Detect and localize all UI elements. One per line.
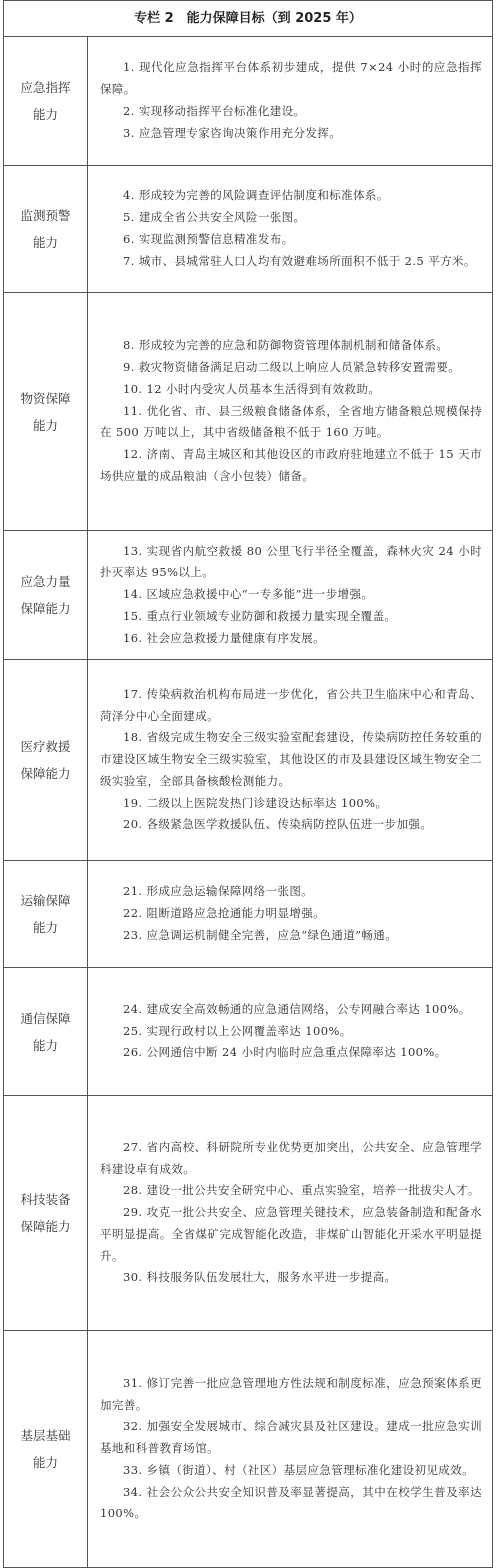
- category-label: 监测预警能力: [20, 208, 71, 250]
- list-item: 29. 攻克一批公共安全、应急管理关键技术，应急装备制造和配备水平明显提高。全省煤矿完成智能化改造，非煤矿山智能化开采水平明显提升。: [100, 1205, 482, 1263]
- category-label: 科技装备保障能力: [20, 1192, 71, 1234]
- list-item: 11. 优化省、市、县三级粮食储备体系，全省地方储备粮总规模保持在 500 万吨以上，其中省级储备粮不低于 160 万吨。: [100, 403, 482, 440]
- list-item: 32. 加强安全发展城市、综合减灾县及社区建设。建成一批应急实训基地和科普教育场馆。: [100, 1419, 482, 1456]
- list-item: 19. 二级以上医院发热门诊建设达标率达 100%。: [123, 795, 388, 810]
- items-cell: [88, 861, 493, 968]
- list-item: 4. 形成较为完善的风险调查评估制度和标准体系。: [123, 188, 389, 203]
- category-label: 物资保障能力: [20, 390, 71, 433]
- list-item: 16. 社会应急救援力量健康有序发展。: [123, 630, 326, 645]
- list-item: 26. 公网通信中断 24 小时内临时应急重点保障率达 100%。: [123, 1045, 447, 1060]
- category-cell: [4, 861, 88, 968]
- list-item: 2. 实现移动指挥平台标准化建设。: [123, 104, 306, 118]
- list-item: 14. 区域应急救援中心“一专多能”进一步增强。: [123, 587, 374, 602]
- list-item: 33. 乡镇（街道）、村（社区）基层应急管理标准化建设初见成效。: [123, 1462, 474, 1477]
- table-row: [4, 968, 493, 1096]
- list-item: 8. 形成较为完善的应急和防御物资管理体制机制和储备体系。: [123, 338, 449, 353]
- items-cell: [88, 531, 493, 660]
- category-cell: [4, 37, 88, 166]
- category-label: 运输保障能力: [20, 893, 71, 935]
- items-cell: [88, 293, 493, 531]
- table-row: [4, 660, 493, 861]
- items-cell: [88, 1331, 493, 1568]
- table-row: [4, 1096, 493, 1331]
- list-item: 21. 形成应急运输保障网络一张图。: [123, 884, 314, 899]
- table-title: 专栏 2 能力保障目标（到 2025 年）: [3, 0, 493, 36]
- list-item: 3. 应急管理专家咨询决策作用充分发挥。: [123, 125, 342, 140]
- list-item: 9. 救灾物资储备满足启动二级以上响应人员紧急转移安置需要。: [123, 360, 461, 374]
- category-cell: [4, 166, 88, 293]
- list-item: 10. 12 小时内受灾人员基本生活得到有效救助。: [123, 381, 381, 396]
- items-cell: [88, 1096, 493, 1331]
- list-item: 6. 实现监测预警信息精准发布。: [123, 232, 294, 246]
- items-cell: [88, 968, 493, 1096]
- list-item: 28. 建设一批公共安全研究中心、重点实验室，培养一批拔尖人才。: [123, 1183, 480, 1198]
- table-row: [4, 37, 493, 166]
- list-item: 22. 阻断道路应急抢通能力明显增强。: [123, 906, 326, 921]
- items-cell: [88, 37, 493, 166]
- list-item: 34. 社会公众公共安全知识普及率显著提高，其中在校学生普及率达 100%。: [100, 1484, 482, 1521]
- category-label: 应急指挥能力: [20, 80, 71, 122]
- category-label: 应急力量保障能力: [20, 574, 71, 616]
- list-item: 5. 建成全省公共安全风险一张图。: [123, 210, 306, 225]
- list-item: 24. 建成安全高效畅通的应急通信网络，公专网融合率达 100%。: [123, 1001, 471, 1016]
- list-item: 30. 科技服务队伍发展壮大，服务水平进一步提高。: [123, 1270, 397, 1285]
- table-row: [4, 861, 493, 968]
- category-label: 基层基础能力: [20, 1428, 71, 1470]
- table-row: [4, 1331, 493, 1568]
- category-label: 医疗救援保障能力: [20, 739, 71, 781]
- list-item: 31. 修订完善一批应急管理地方性法规和制度标准，应急预案体系更加完善。: [100, 1375, 482, 1412]
- list-item: 23. 应急调运机制健全完善，应急“绿色通道”畅通。: [123, 927, 398, 942]
- category-cell: [4, 660, 88, 861]
- list-item: 15. 重点行业领域专业防御和救援力量实现全覆盖。: [123, 608, 397, 623]
- category-cell: [4, 293, 88, 531]
- table-row: [4, 531, 493, 660]
- list-item: 25. 实现行政村以上公网覆盖率达 100%。: [123, 1023, 352, 1038]
- list-item: 18. 省级完成生物安全三级实验室配套建设，传染病防控任务较重的市建设区域生物安全三级实验室，其他设区的市及县建设区域生物安全二级实验室，全部具备核酸检测能力。: [100, 730, 482, 788]
- list-item: 27. 省内高校、科研院所专业优势更加突出，公共安全、应急管理学科建设卓有成效。: [100, 1139, 482, 1176]
- list-item: 7. 城市、县城常驻人口人均有效避难场所面积不低于 2.5 平方米。: [123, 253, 476, 268]
- category-cell: [4, 531, 88, 660]
- list-item: 17. 传染病救治机构布局进一步优化，省公共卫生临床中心和青岛、菏泽分中心全面建成。: [100, 686, 482, 723]
- list-item: 1. 现代化应急指挥平台体系初步建成，提供 7×24 小时的应急指挥保障。: [100, 60, 482, 97]
- category-label: 通信保障能力: [20, 1010, 71, 1053]
- items-cell: [88, 660, 493, 861]
- document-panel: [3, 0, 493, 1568]
- list-item: 20. 各级紧急医学救援队伍、传染病防控队伍进一步加强。: [123, 817, 433, 832]
- capability-table: [3, 36, 493, 1568]
- category-cell: [4, 1331, 88, 1568]
- items-cell: [88, 166, 493, 293]
- category-cell: [4, 968, 88, 1096]
- table-row: [4, 293, 493, 531]
- list-item: 13. 实现省内航空救援 80 公里飞行半径全覆盖，森林火灾 24 小时扑灭率达 95%以上。: [100, 543, 482, 580]
- list-item: 12. 济南、青岛主城区和其他设区的市政府驻地建立不低于 15 天市场供应量的成品粮油（含小包装）储备。: [100, 447, 482, 483]
- category-cell: [4, 1096, 88, 1331]
- table-row: [4, 166, 493, 293]
